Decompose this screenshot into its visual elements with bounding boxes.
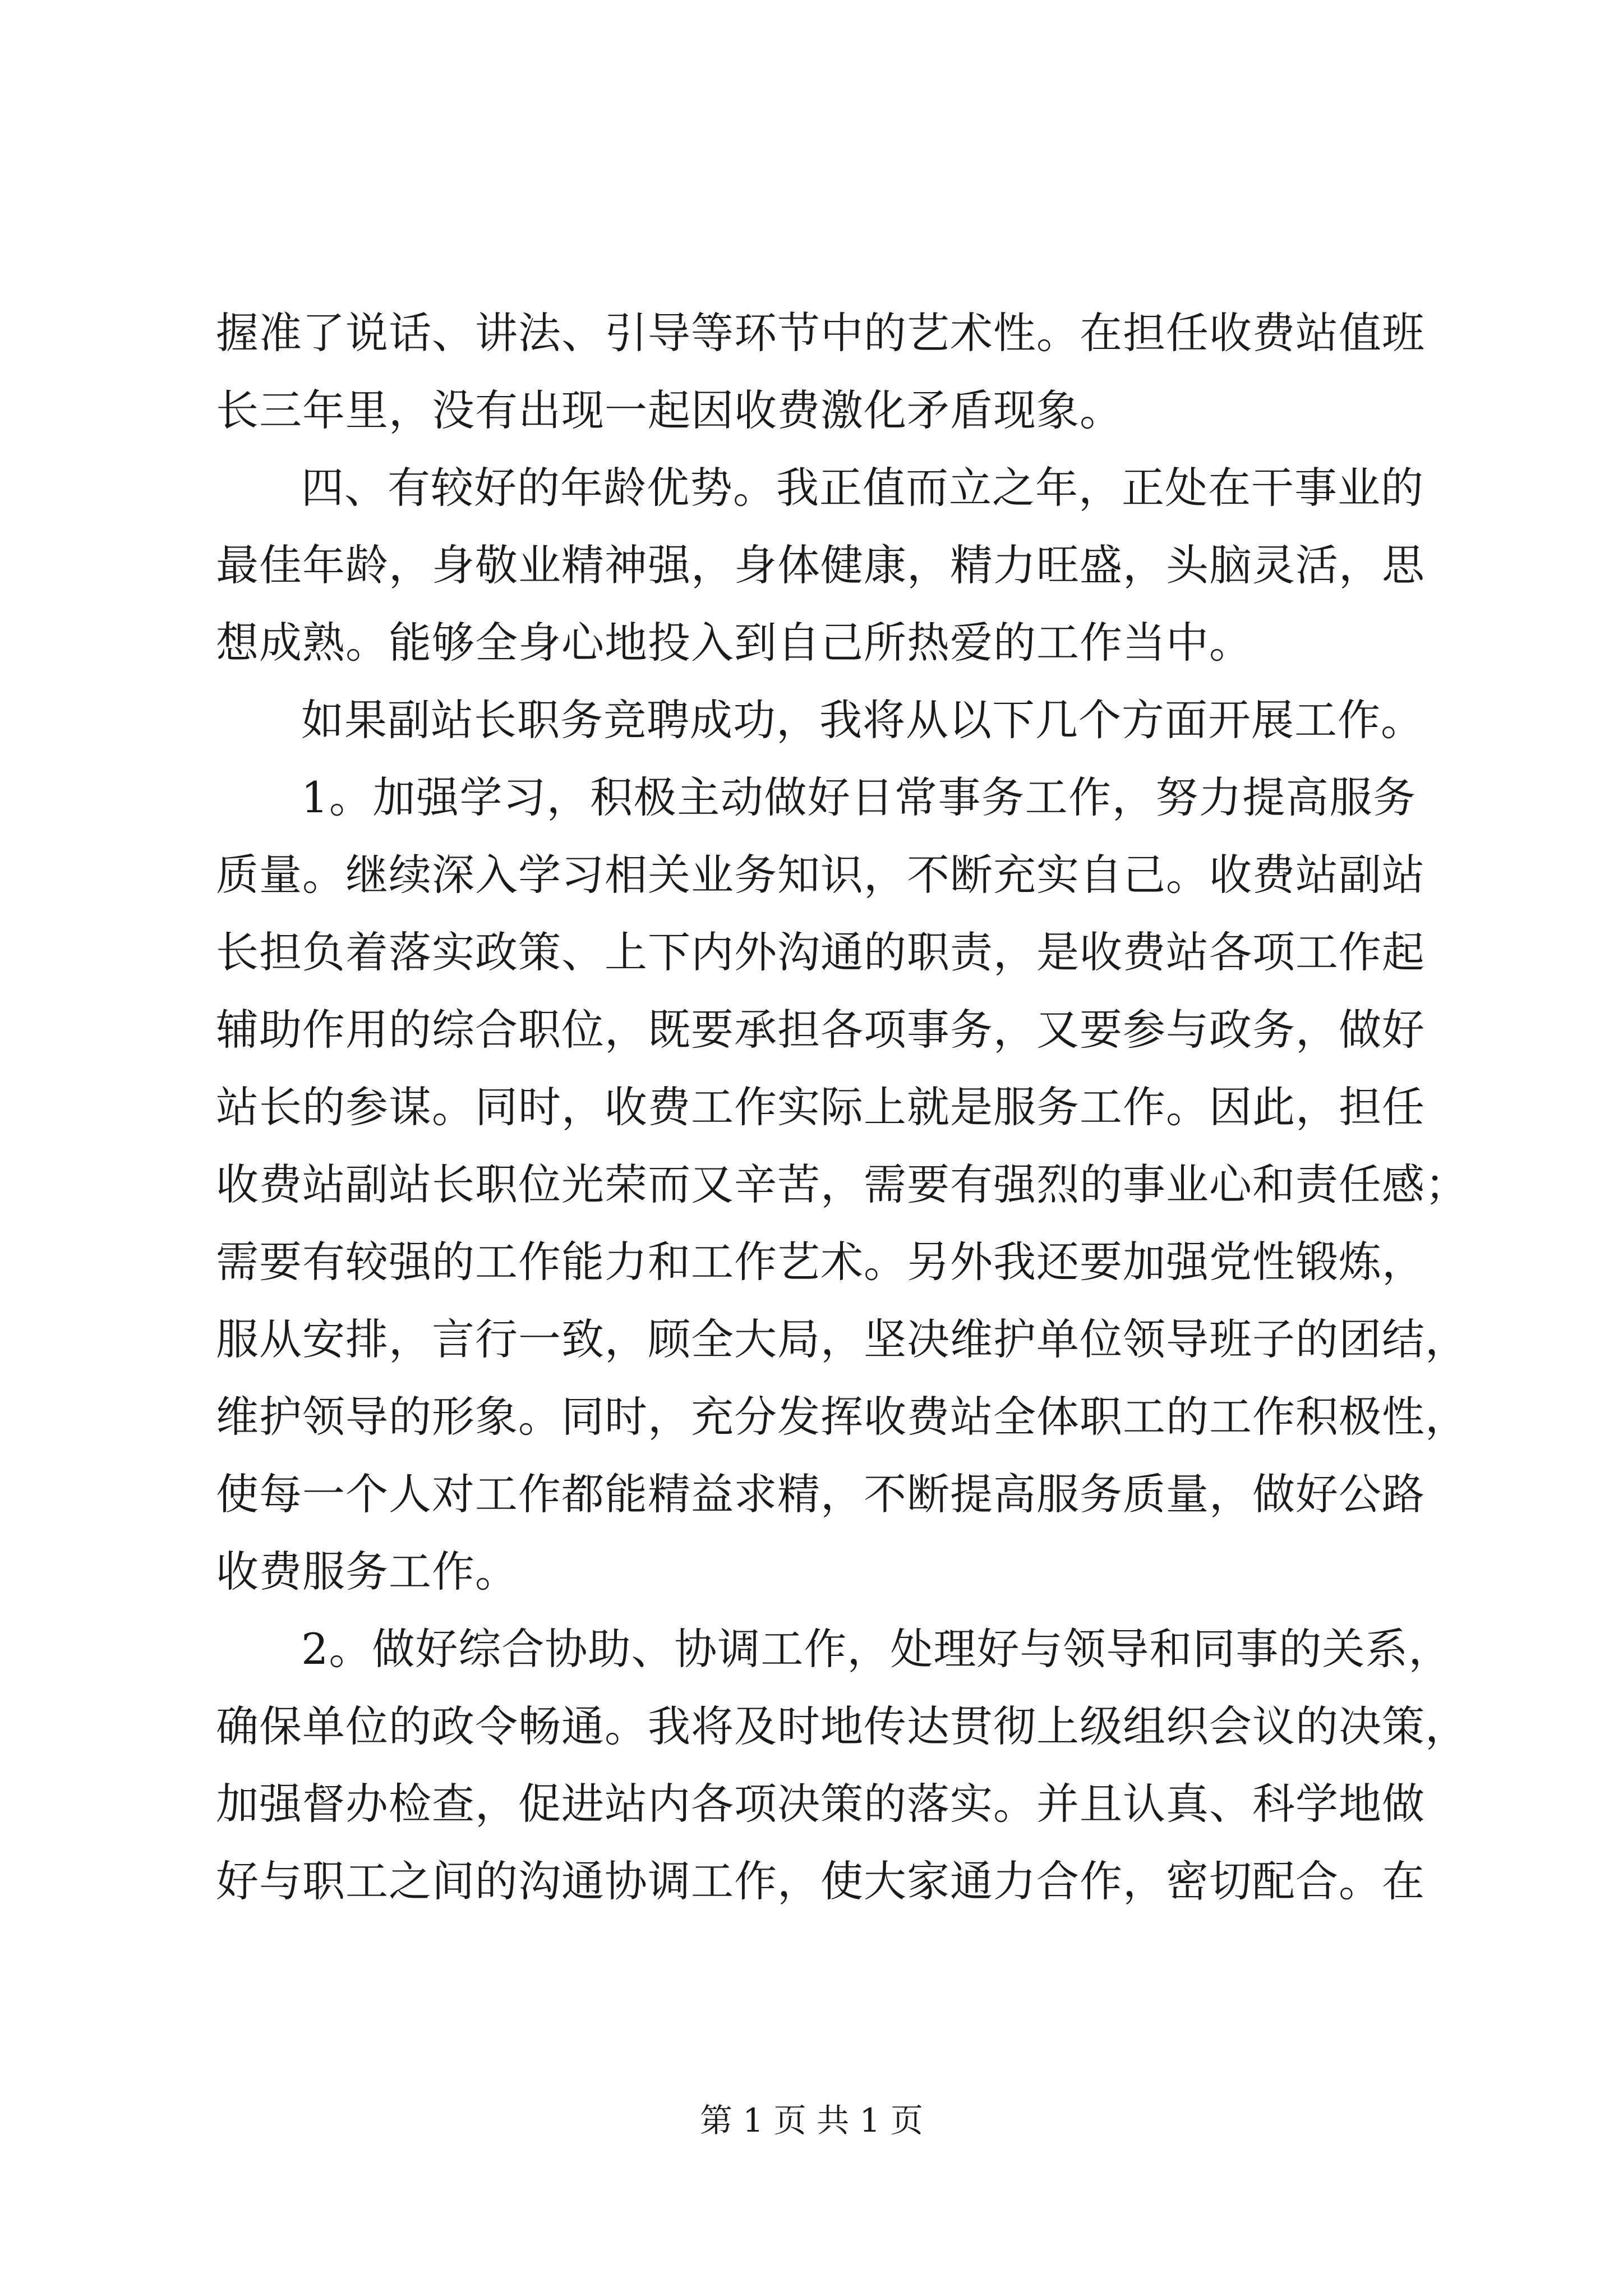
paragraph-first-line: 四、有较好的年龄优势。我正值而立之年，正处在干事业的 [301, 463, 1424, 513]
text-line: 加强督办检查，促进站内各项决策的落实。并且认真、科学地做 [216, 1779, 1425, 1829]
paragraph-first-line: 2。做好综合协助、协调工作，处理好与领导和同事的关系， [301, 1624, 1452, 1674]
text-line: 长三年里，没有出现一起因收费激化矛盾现象。 [216, 385, 1123, 435]
document-body [216, 295, 1468, 1920]
text-line: 收费服务工作。 [216, 1547, 518, 1596]
page-footer: 第 1 页 共 1 页 [700, 2101, 923, 2139]
text-line: 想成熟。能够全身心地投入到自己所热爱的工作当中。 [216, 618, 1252, 668]
text-line: 需要有较强的工作能力和工作艺术。另外我还要加强党性锻炼， [216, 1237, 1425, 1287]
text-line: 维护领导的形象。同时，充分发挥收费站全体职工的工作积极性， [216, 1392, 1468, 1442]
text-line: 好与职工之间的沟通协调工作，使大家通力合作，密切配合。在 [216, 1856, 1425, 1906]
paragraph-first-line: 如果副站长职务竞聘成功，我将从以下几个方面开展工作。 [301, 695, 1424, 745]
paragraph-first-line: 1。加强学习，积极主动做好日常事务工作，努力提高服务 [301, 772, 1416, 822]
text-line: 长担负着落实政策、上下内外沟通的职责，是收费站各项工作起 [216, 927, 1425, 977]
text-line: 站长的参谋。同时，收费工作实际上就是服务工作。因此，担任 [216, 1082, 1425, 1132]
text-line: 收费站副站长职位光荣而又辛苦，需要有强烈的事业心和责任感； [216, 1159, 1468, 1209]
text-line: 确保单位的政令畅通。我将及时地传达贯彻上级组织会议的决策， [216, 1701, 1468, 1751]
text-line: 辅助作用的综合职位，既要承担各项事务，又要参与政务，做好 [216, 1005, 1425, 1055]
text-line: 最佳年龄，身敬业精神强，身体健康，精力旺盛，头脑灵活，思 [216, 540, 1425, 590]
text-line: 服从安排，言行一致，顾全大局，坚决维护单位领导班子的团结， [216, 1314, 1468, 1364]
text-line: 握准了说话、讲法、引导等环节中的艺术性。在担任收费站值班 [216, 308, 1425, 358]
text-line: 质量。继续深入学习相关业务知识，不断充实自己。收费站副站 [216, 850, 1425, 900]
text-line: 使每一个人对工作都能精益求精，不断提高服务质量，做好公路 [216, 1469, 1425, 1519]
